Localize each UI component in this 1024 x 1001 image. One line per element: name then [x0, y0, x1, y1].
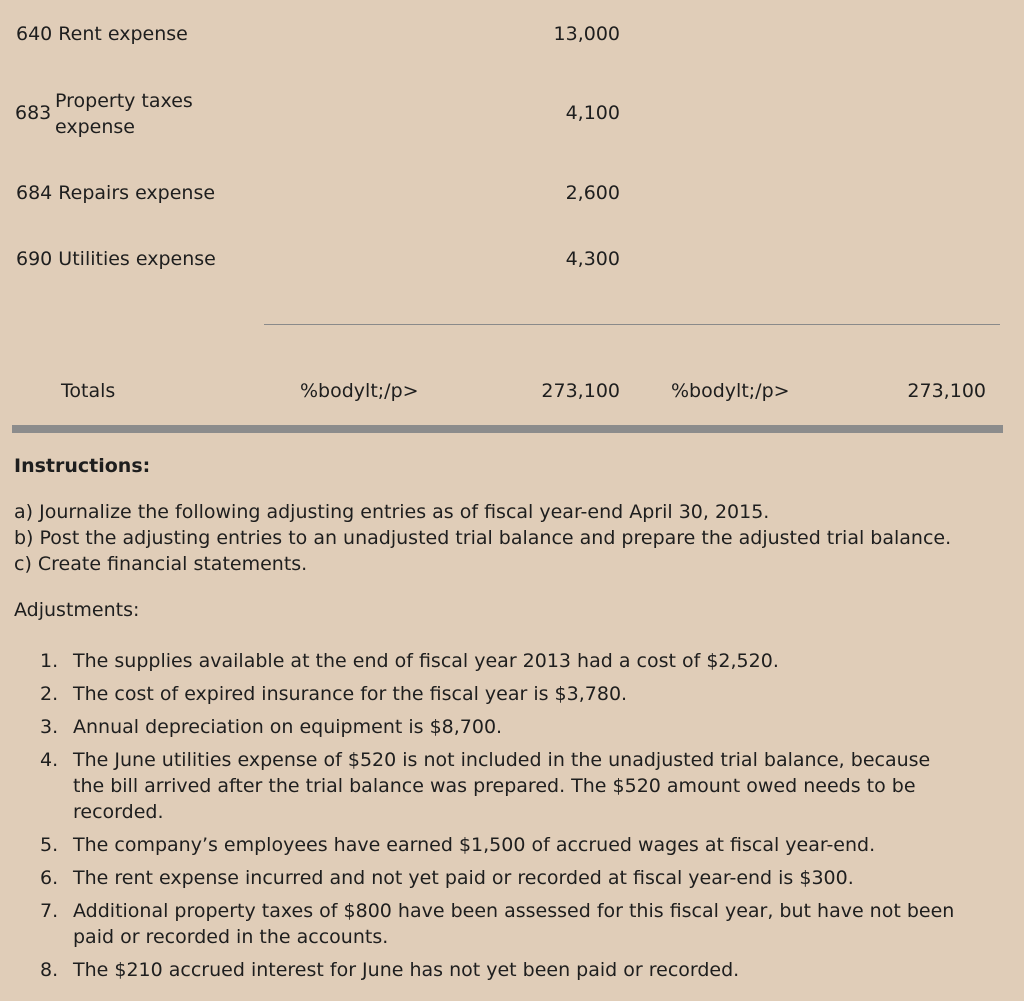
totals-label: Totals	[61, 380, 116, 402]
adjustment-item	[40, 865, 960, 891]
adjustment-item	[40, 747, 960, 825]
debit-rent-expense: 13,000	[553, 23, 620, 45]
totals-divider	[264, 324, 1000, 325]
adjustments-title: Adjustments:	[14, 599, 140, 621]
adjustment-item	[40, 714, 960, 740]
adjustment-number: 3.	[40, 716, 59, 738]
account-code-property-taxes: 683	[15, 102, 52, 124]
adjustment-item	[40, 648, 960, 674]
adjustment-text: The June utilities expense of $520 is not included in the unadjusted trial balance, because the bill arrived after the trial balance was prepared. The $520 amount owed needs to be recorded.	[73, 749, 931, 823]
adjustment-text: The $210 accrued interest for June has not yet been paid or recorded.	[73, 959, 740, 981]
adjustment-item	[40, 832, 960, 858]
adjustment-number: 6.	[40, 867, 59, 889]
instructions-list	[14, 499, 951, 577]
adjustment-item	[40, 898, 960, 950]
section-divider	[12, 425, 1003, 433]
debit-property-taxes: 4,100	[565, 102, 620, 124]
totals-debit: 273,100	[541, 380, 620, 402]
account-name-property-taxes: Property taxes expense	[55, 90, 193, 138]
adjustment-text: The rent expense incurred and not yet paid or recorded at fiscal year-end is $300.	[73, 867, 854, 889]
adjustment-item	[40, 681, 960, 707]
adjustment-number: 4.	[40, 749, 59, 771]
adjustment-number: 2.	[40, 683, 59, 705]
account-utilities-expense: 690 Utilities expense	[16, 248, 216, 270]
adjustment-text: The supplies available at the end of fiscal year 2013 had a cost of $2,520.	[73, 650, 779, 672]
adjustment-number: 8.	[40, 959, 59, 981]
adjustment-item	[40, 957, 960, 983]
adjustment-text: The cost of expired insurance for the fiscal year is $3,780.	[73, 683, 628, 705]
instruction-line: c) Create financial statements.	[14, 553, 308, 575]
totals-debit-placeholder: %bodylt;/p>	[300, 380, 419, 402]
totals-credit: 273,100	[907, 380, 986, 402]
adjustment-number: 7.	[40, 900, 59, 922]
adjustment-number: 1.	[40, 650, 59, 672]
debit-utilities-expense: 4,300	[565, 248, 620, 270]
instructions-title: Instructions:	[14, 455, 151, 477]
debit-repairs-expense: 2,600	[565, 182, 620, 204]
instruction-line: b) Post the adjusting entries to an unadjusted trial balance and prepare the adjusted trial balance.	[14, 527, 952, 549]
account-rent-expense: 640 Rent expense	[16, 23, 188, 45]
adjustments-list	[40, 648, 960, 990]
totals-credit-placeholder: %bodylt;/p>	[671, 380, 790, 402]
instruction-line: a) Journalize the following adjusting entries as of fiscal year-end April 30, 2015.	[14, 501, 770, 523]
account-repairs-expense: 684 Repairs expense	[16, 182, 216, 204]
adjustment-text: Annual depreciation on equipment is $8,700.	[73, 716, 503, 738]
adjustment-text: The company’s employees have earned $1,500 of accrued wages at fiscal year-end.	[73, 834, 876, 856]
adjustment-text: Additional property taxes of $800 have been assessed for this fiscal year, but have not been paid or recorded in the accounts.	[73, 900, 955, 948]
adjustment-number: 5.	[40, 834, 59, 856]
